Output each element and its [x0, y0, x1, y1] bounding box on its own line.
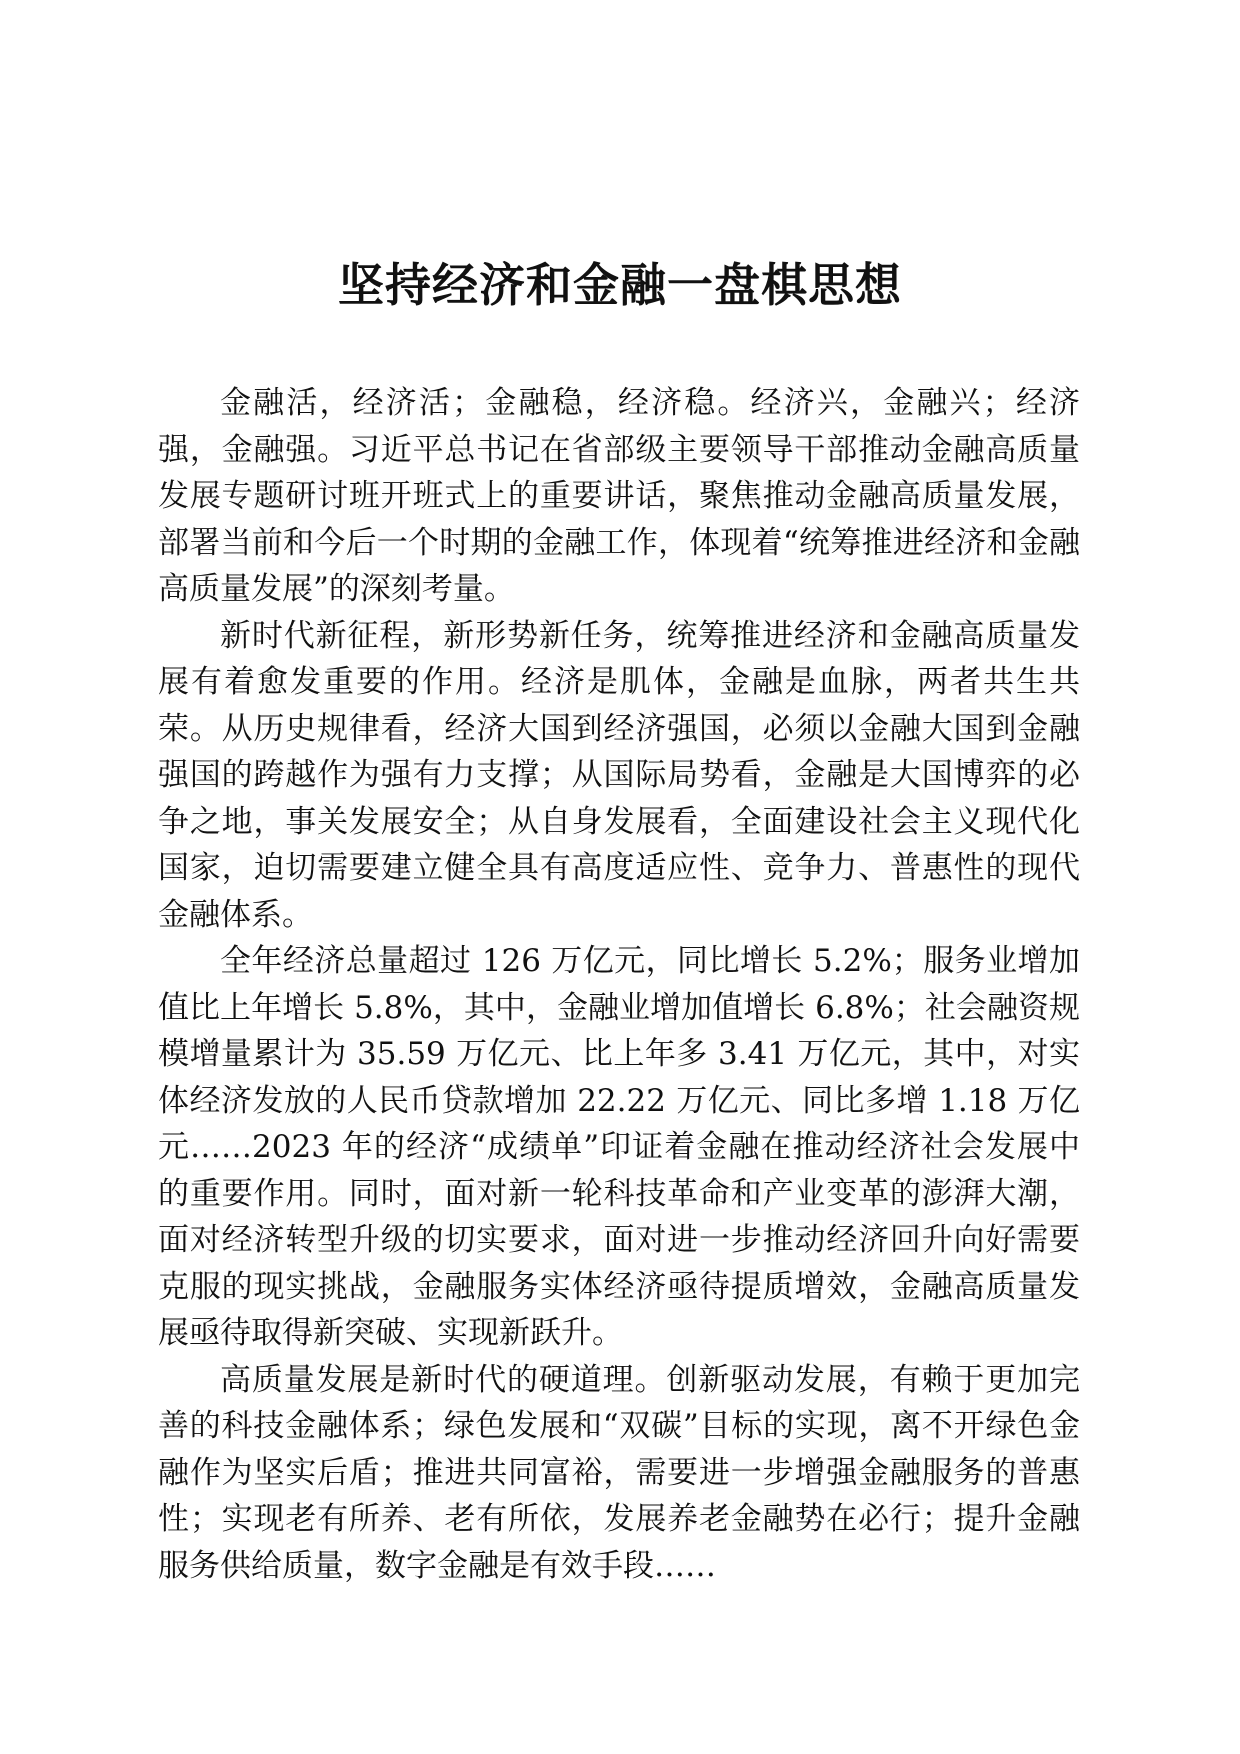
document-body	[158, 380, 1080, 1589]
paragraph-2: 新时代新征程，新形势新任务，统筹推进经济和金融高质量发展有着愈发重要的作用。经济是肌体，金融是血脉，两者共生共荣。从历史规律看，经济大国到经济强国，必须以金融大国到金融强国的跨越作为强有力支撑；从国际局势看，金融是大国博弈的必争之地，事关发展安全；从自身发展看，全面建设社会主义现代化国家，迫切需要建立健全具有高度适应性、竞争力、普惠性的现代金融体系。	[158, 617, 1080, 933]
paragraph-3: 全年经济总量超过 126 万亿元，同比增长 5.2%；服务业增加值比上年增长 5.8%，其中，金融业增加值增长 6.8%；社会融资规模增量累计为 35.59 万亿元、比上年多 3.41 万亿元，其中，对实体经济发放的人民币贷款增加 22.22 万亿元、同比多增 1.18 万亿元……2023 年的经济“成绩单”印证着金融在推动经济社会发展中的重要作用。同时，面对新一轮科技革命和产业变革的澎湃大潮，面对经济转型升级的切实要求，面对进一步推动经济回升向好需要克服的现实挑战，金融服务实体经济亟待提质增效，金融高质量发展亟待取得新突破、实现新跃升。	[158, 943, 1080, 1351]
paragraph-4: 高质量发展是新时代的硬道理。创新驱动发展，有赖于更加完善的科技金融体系；绿色发展和“双碳”目标的实现，离不开绿色金融作为坚实后盾；推进共同富裕，需要进一步增强金融服务的普惠性；实现老有所养、老有所依，发展养老金融势在必行；提升金融服务供给质量，数字金融是有效手段……	[158, 1361, 1080, 1584]
document-title: 坚持经济和金融一盘棋思想	[338, 258, 902, 312]
paragraph-1: 金融活，经济活；金融稳，经济稳。经济兴，金融兴；经济强，金融强。习近平总书记在省部级主要领导干部推动金融高质量发展专题研讨班开班式上的重要讲话，聚焦推动金融高质量发展，部署当前和今后一个时期的金融工作，体现着“统筹推进经济和金融高质量发展”的深刻考量。	[158, 385, 1080, 607]
